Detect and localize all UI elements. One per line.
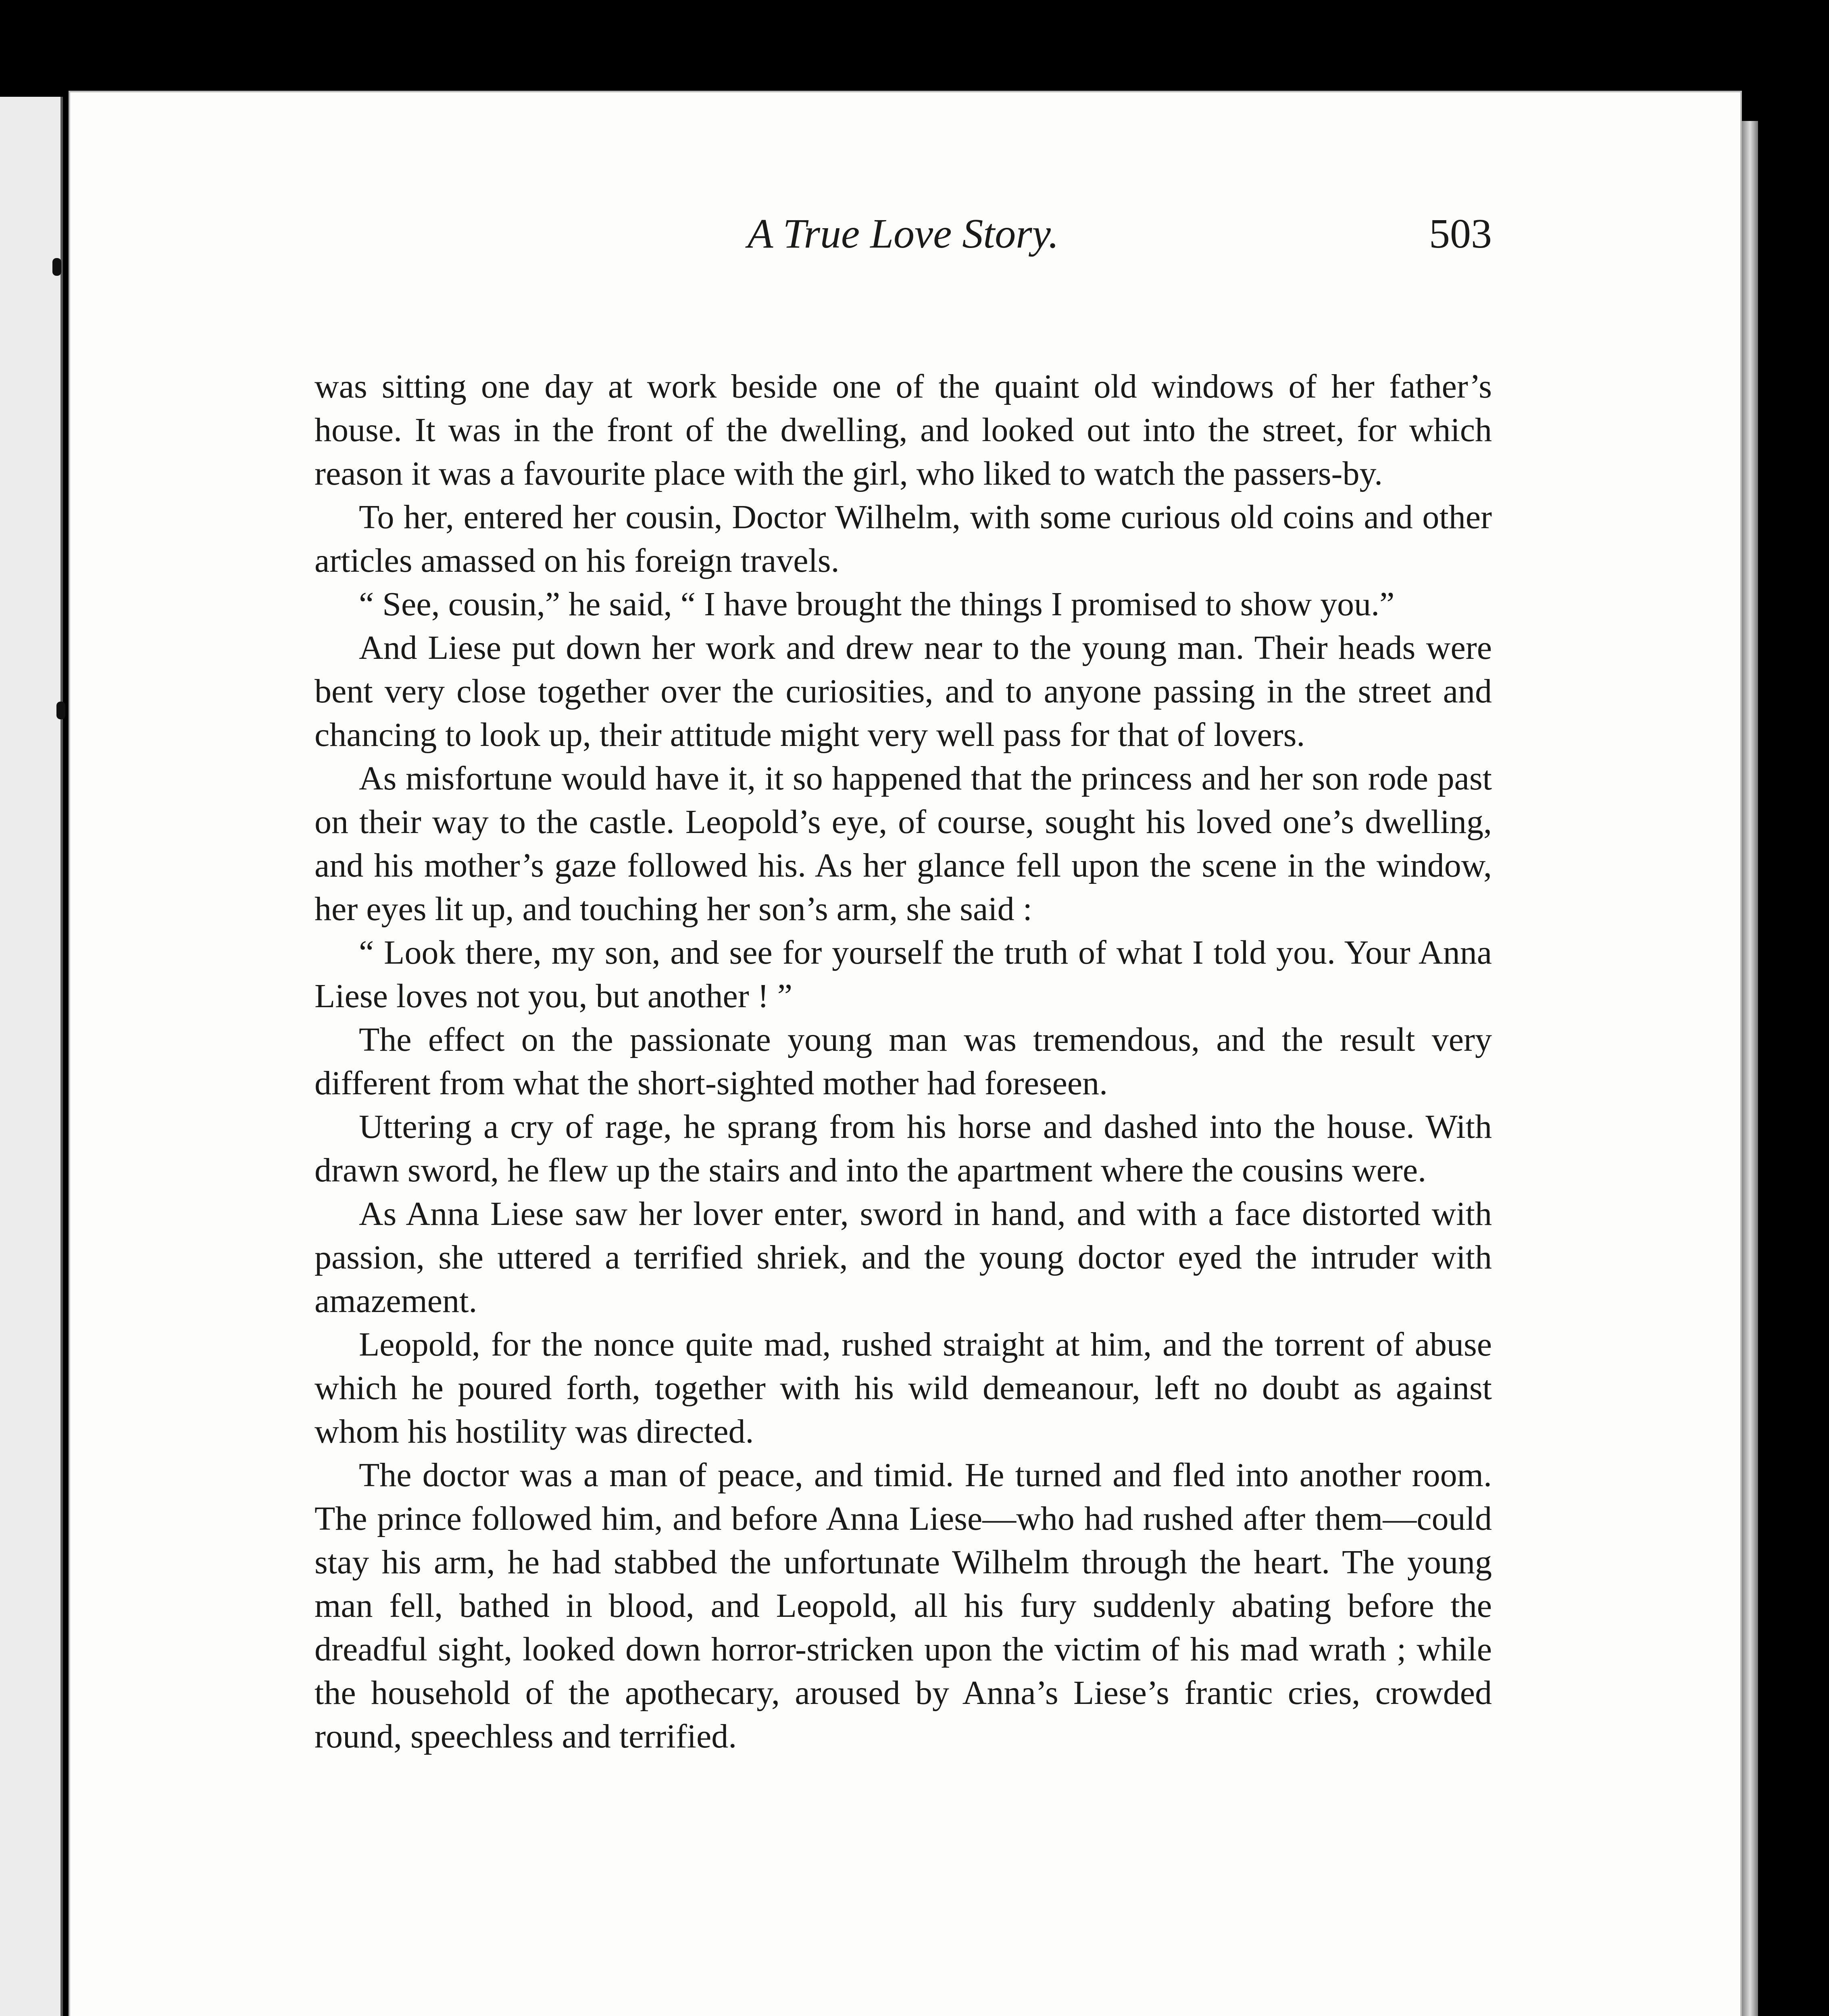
paragraph: As Anna Liese saw her lover enter, sword in hand, and with a face distorted with passion, she uttered a terrified shriek, and the young doctor eyed the intruder with amazement.	[315, 1195, 1492, 1320]
body-text	[315, 365, 1492, 1758]
paragraph: “ See, cousin,” he said, “ I have brought the things I promised to show you.”	[359, 585, 1395, 623]
paragraph: “ Look there, my son, and see for yourself the truth of what I told you. Your Anna Liese loves not you, but another ! ”	[315, 934, 1492, 1015]
paragraph: The doctor was a man of peace, and timid. He turned and fled into another room. The prince followed him, and before Anna Liese—who had rushed after them—could stay his arm, he had stabbed the unfortunate Wilhelm through the heart. The young man fell, bathed in blood, and Leopold, all his fury suddenly abating before the dreadful sight, looked down horror-stricken upon the victim of his mad wrath ; while the household of the apothecary, aroused by Anna’s Liese’s frantic cries, crowded round, speechless and terrified.	[315, 1456, 1492, 1755]
paragraph: Leopold, for the nonce quite mad, rushed straight at him, and the torrent of abuse which he poured forth, together with his wild demeanour, left no doubt as against whom his hostility was directed.	[315, 1326, 1492, 1450]
paragraph: To her, entered her cousin, Doctor Wilhelm, with some curious old coins and other articles amassed on his foreign travels.	[315, 498, 1492, 579]
paragraph: was sitting one day at work beside one of the quaint old windows of her father’s house. It was in the front of the dwelling, and looked out into the street, for which reason it was a favourite place with the girl, who liked to watch the passers-by.	[315, 368, 1492, 492]
paragraph: And Liese put down her work and drew near to the young man. Their heads were bent very close together over the curiosities, and to anyone passing in the street and chancing to look up, their attitude might very well pass for that of lovers.	[315, 629, 1492, 754]
binding-mark	[56, 702, 65, 719]
binding-mark	[52, 258, 61, 276]
running-title: A True Love Story.	[747, 210, 1059, 257]
page-number: 503	[1429, 210, 1492, 257]
page-header	[315, 204, 1492, 264]
page-edge-shadow	[1742, 121, 1758, 2016]
facing-page-edge	[0, 97, 63, 2016]
paragraph: As misfortune would have it, it so happened that the princess and her son rode past on their way to the castle. Leopold’s eye, of course, sought his loved one’s dwelling, and his mother’s gaze followed his. As her glance fell upon the scene in the window, her eyes lit up, and touching her son’s arm, she said :	[315, 760, 1492, 928]
paragraph: Uttering a cry of rage, he sprang from his horse and dashed into the house. With drawn sword, he flew up the stairs and into the apartment where the cousins were.	[315, 1108, 1492, 1189]
paragraph: The effect on the passionate young man was tremendous, and the result very different from what the short-sighted mother had foreseen.	[315, 1021, 1492, 1102]
